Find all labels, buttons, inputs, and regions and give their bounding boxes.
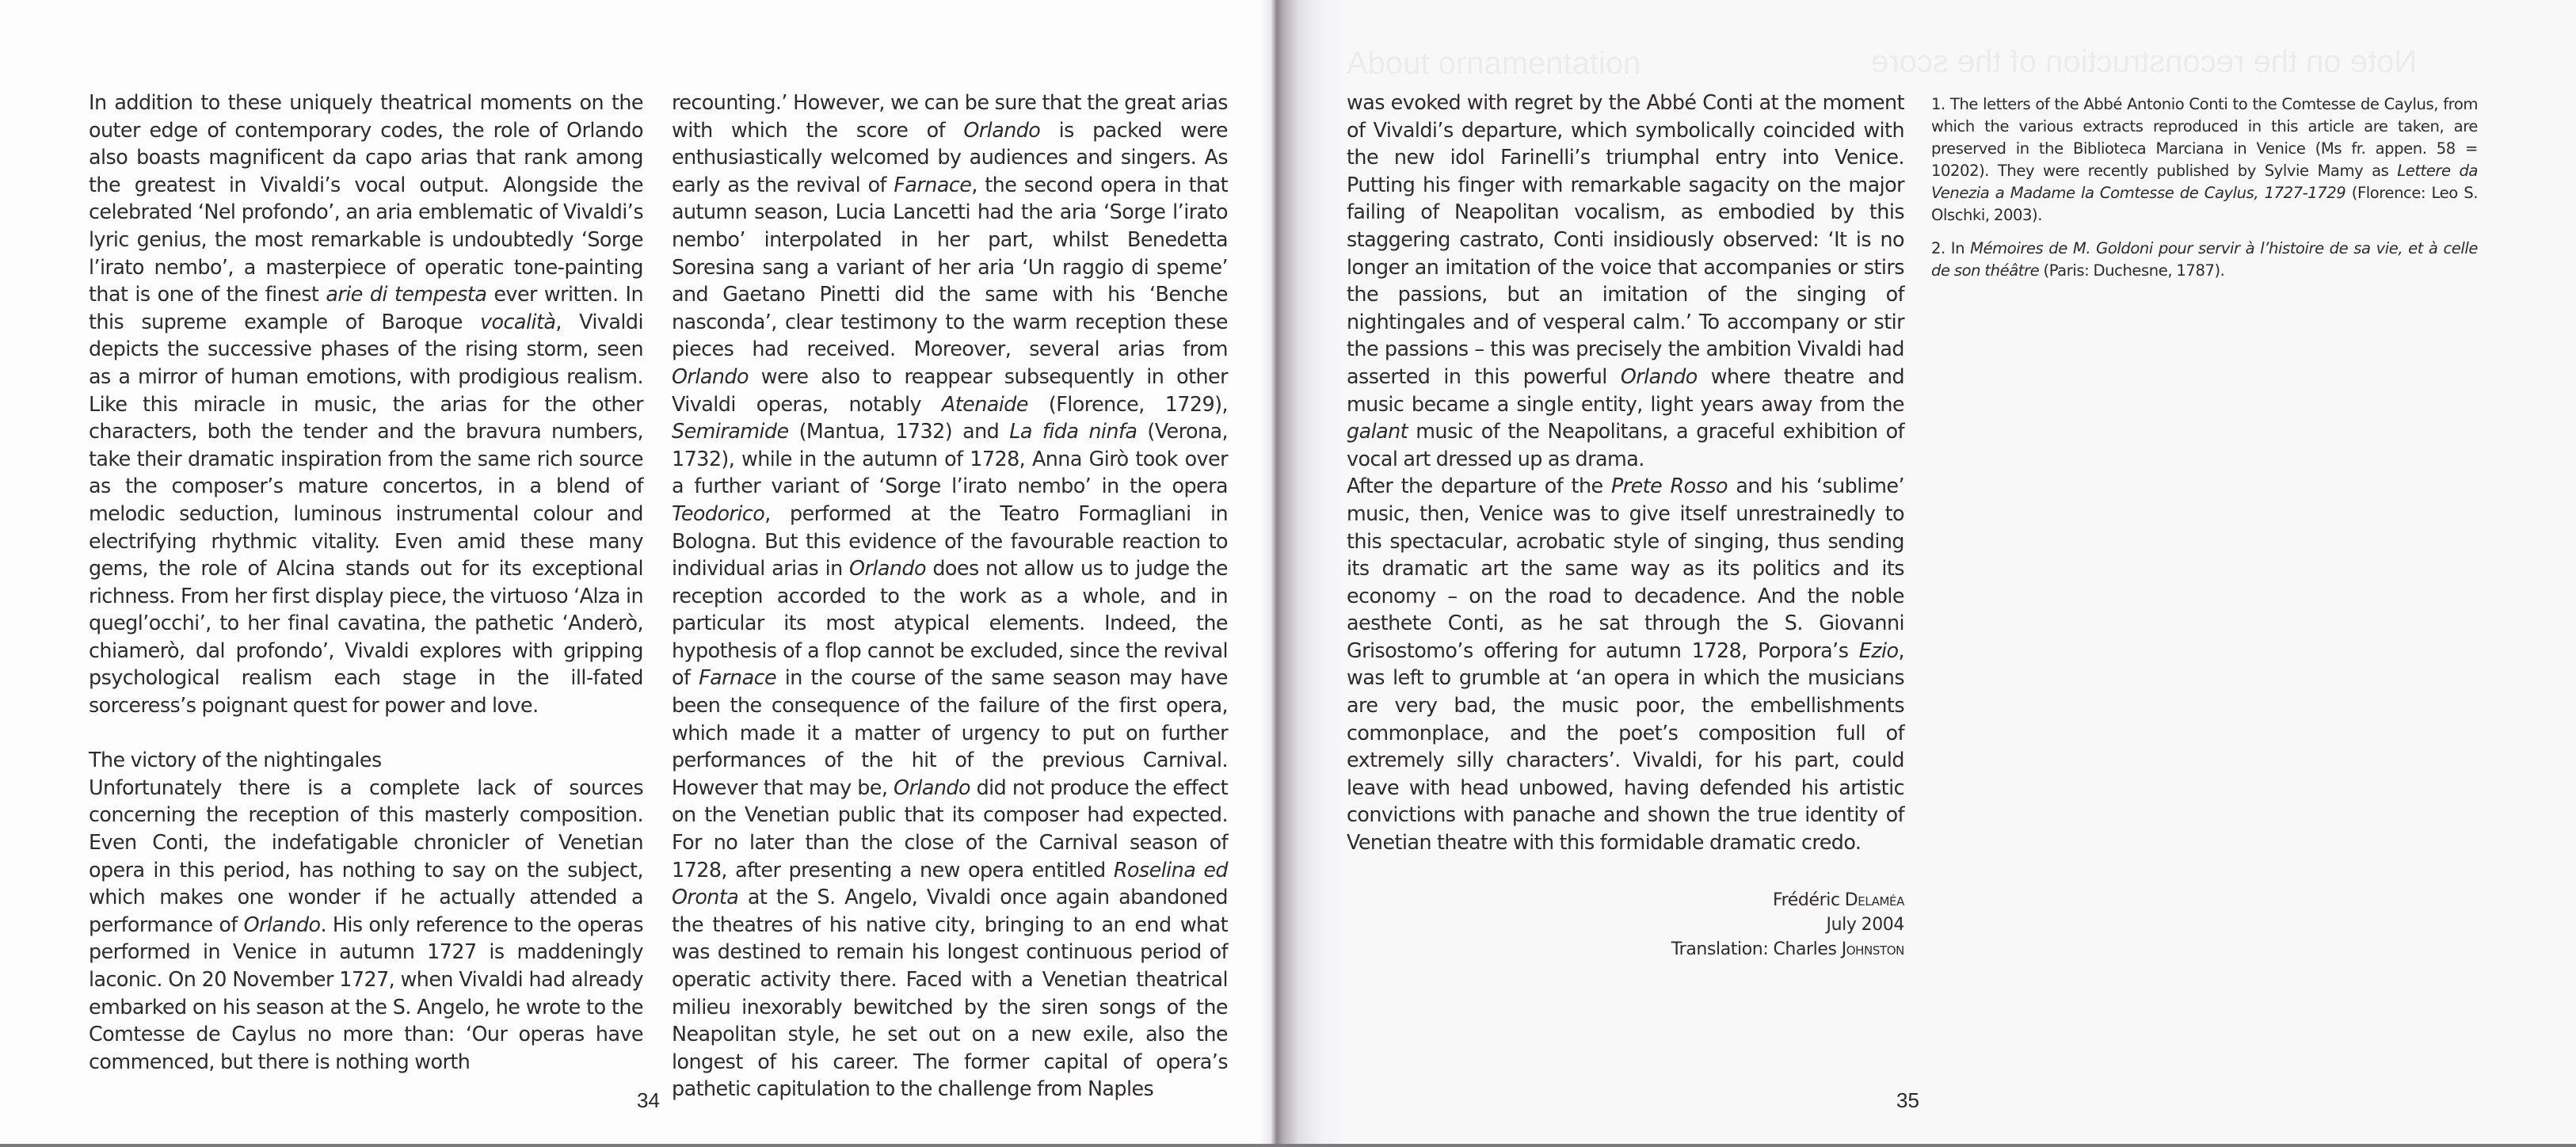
page-number-right: 35	[1896, 1088, 1919, 1112]
translator-last-name: Johnston	[1841, 939, 1904, 959]
italic-title: Orlando	[672, 364, 749, 388]
article-date: July 2004	[1826, 914, 1904, 935]
italic-title: vocalità	[480, 309, 556, 333]
italic-title: Roselina ed Oronta	[672, 857, 1228, 909]
footnote: 1. The letters of the Abbé Antonio Conti to the Comtesse de Caylus, from which the various extracts reproduced in this article are taken, are preserved in the Biblioteca Marciana in Venice (Ms fr. appen. 58 = 10202). They were recently published by Sylvie Mamy as Lettere da Venezia a Madame la Comtesse de Caylus, 1727-1729 (Florence: Leo S. Olschki, 2003).	[1931, 95, 2478, 224]
paragraph: In addition to these uniquely theatrical moments on the outer edge of contemporary codes, the role of Orlando also boasts magnificent da capo arias that rank among the greatest in Vivaldi’s vocal output. Alongside the celebrated ‘Nel profondo’, an aria emblematic of Vivaldi’s lyric genius, the most remarkable is undoubtedly ‘Sorge l’irato nembo’, a masterpiece of operatic tone-painting that is one of the finest arie di tempesta ever written. In this supreme example of Baroque vocalità, Vivaldi depicts the successive phases of the rising storm, seen as a mirror of human emotions, with prodigious realism. Like this miracle in music, the arias for the other characters, both the tender and the bravura numbers, take their dramatic inspiration from the same rich source as the composer’s mature concertos, in a blend of melodic seduction, luminous instrumental colour and electrifying rhythmic vitality. Even amid these many gems, the role of Alcina stands out for its exceptional richness. From her first display piece, the virtuoso ‘Alza in quegl’occhi’, to her final cavatina, the pathetic ‘Anderò, chiamerò, dal profondo’, Vivaldi explores with gripping psychological realism each stage in the ill-fated sorceress’s poignant quest for power and love.	[89, 90, 644, 718]
italic-title: Orlando	[894, 775, 970, 799]
italic-title: Prete Rosso	[1610, 474, 1728, 498]
italic-title: La fida ninfa	[1009, 419, 1137, 444]
italic-title: Farnace	[699, 665, 777, 690]
page-number-left: 34	[637, 1088, 660, 1112]
section-subheading: The victory of the nightingales	[89, 748, 382, 772]
author-signature	[1347, 888, 1904, 962]
footnotes-column	[1931, 93, 2478, 293]
italic-title: Semiramide	[672, 419, 789, 444]
paragraph: recounting.’ However, we can be sure that the great arias with which the score of Orlando is packed were enthusiastically welcomed by audiences and singers. As early as the revival of Farnace, the second opera in that autumn season, Lucia Lancetti had the aria ‘Sorge l’irato nembo’ interpolated in her part, whilst Benedetta Soresina sang a variant of her aria ‘Un raggio di speme’ and Gaetano Pinetti did the same with his ‘Benche nasconda’, clear testimony to the warm reception these pieces had received. Moreover, several arias from Orlando were also to reappear subsequently in other Vivaldi operas, notably Atenaide (Florence, 1729), Semiramide (Mantua, 1732) and La fida ninfa (Verona, 1732), while in the autumn of 1728, Anna Girò took over a further variant of ‘Sorge l’irato nembo’ in the opera Teodorico, performed at the Teatro Formagliani in Bologna. But this evidence of the favourable reaction to individual arias in Orlando does not allow us to judge the reception accorded to the work as a whole, and in particular its most atypical elements. Indeed, the hypothesis of a flop cannot be excluded, since the revival of Farnace in the course of the same season may have been the consequence of the failure of the first opera, which made it a matter of urgency to put on further performances of the hit of the previous Carnival. However that may be, Orlando did not produce the effect on the Venetian public that its composer had expected. For no later than the close of the Carnival season of 1728, after presenting a new opera entitled Roselina ed Oronta at the S. Angelo, Vivaldi once again abandoned the theatres of his native city, bringing to an end what was destined to remain his longest continuous period of operatic activity there. Faced with a Venetian theatrical milieu inexorably bewitched by the siren songs of the Neapolitan style, he set out on a new exile, also the longest of his career. The former capital of opera’s pathetic capitulation to the challenge from Naples	[672, 90, 1229, 1101]
italic-title: Orlando	[963, 117, 1041, 142]
italic-title: Teodorico	[672, 501, 765, 525]
italic-title: Atenaide	[941, 391, 1028, 416]
italic-title: Lettere da Venezia a Madame la Comtesse de Caylus, 1727-1729	[1931, 162, 2478, 202]
italic-title: Mémoires de M. Goldoni pour servir à l’histoire de sa vie, et à celle de son théâtre	[1931, 239, 2478, 280]
footnote: 2. In Mémoires de M. Goldoni pour servir à l’histoire de sa vie, et à celle de son théâtre (Paris: Duchesne, 1787).	[1931, 239, 2478, 280]
paragraph: was evoked with regret by the Abbé Conti at the moment of Vivaldi’s departure, which symbolically coincided with the new idol Farinelli’s triumphal entry into Venice. Putting his finger with remarkable sagacity on the major failing of Neapolitan vocalism, as embodied by this staggering castrato, Conti insidiously observed: ‘It is no longer an imitation of the voice that accompanies or stirs the passions, but an imitation of the singing of nightingales and of vesperal calm.’ To accompany or stir the passions – this was precisely the ambition Vivaldi had asserted in this powerful Orlando where theatre and music became a single entity, light years away from the galant music of the Neapolitans, a graceful exhibition of vocal art dressed up as drama.	[1347, 90, 1905, 471]
left-page-column-2	[672, 89, 1228, 1103]
paragraph: After the departure of the Prete Rosso and his ‘sublime’ music, then, Venice was to give itself unrestrainedly to this spectacular, acrobatic style of singing, thus sending its dramatic art the same way as its politics and its economy – on the road to decadence. And the noble aesthete Conti, as he sat through the S. Giovanni Grisostomo’s offering for autumn 1728, Porpora’s Ezio, was left to grumble at ‘an opera in which the musicians are very bad, the music poor, the embellishments commonplace, and the poet’s composition full of extremely silly characters’. Vivaldi, for his part, could leave with head unbowed, having defended his artistic convictions with panache and shown the true identity of Venetian theatre with this formidable dramatic credo.	[1347, 474, 1905, 855]
italic-title: Ezio	[1858, 638, 1899, 662]
italic-title: Orlando	[849, 556, 926, 581]
author-first-name: Frédéric	[1772, 890, 1845, 910]
right-page-main-column	[1347, 89, 1904, 962]
italic-title: Orlando	[243, 912, 321, 936]
italic-title: Farnace	[894, 172, 972, 196]
italic-title: galant	[1347, 419, 1408, 444]
author-last-name: Delaméa	[1844, 890, 1904, 910]
translation-credit-label: Translation: Charles	[1671, 939, 1842, 959]
left-page-column-1	[89, 89, 643, 1075]
paragraph: Unfortunately there is a complete lack of sources concerning the reception of this masterly composition. Even Conti, the indefatigable chronicler of Venetian opera in this period, has nothing to say on the subject, which makes one wonder if he actually attended a performance of Orlando. His only reference to the operas performed in Venice in autumn 1727 is maddeningly laconic. On 20 November 1727, when Vivaldi had already embarked on his season at the S. Angelo, he wrote to the Comtesse de Caylus no more than: ‘Our operas have commenced, but there is nothing worth	[89, 775, 643, 1073]
left-page	[0, 0, 1275, 1147]
italic-title: arie di tempesta	[326, 282, 487, 307]
italic-title: Orlando	[1620, 364, 1698, 388]
scan-bottom-edge	[0, 1144, 2576, 1147]
